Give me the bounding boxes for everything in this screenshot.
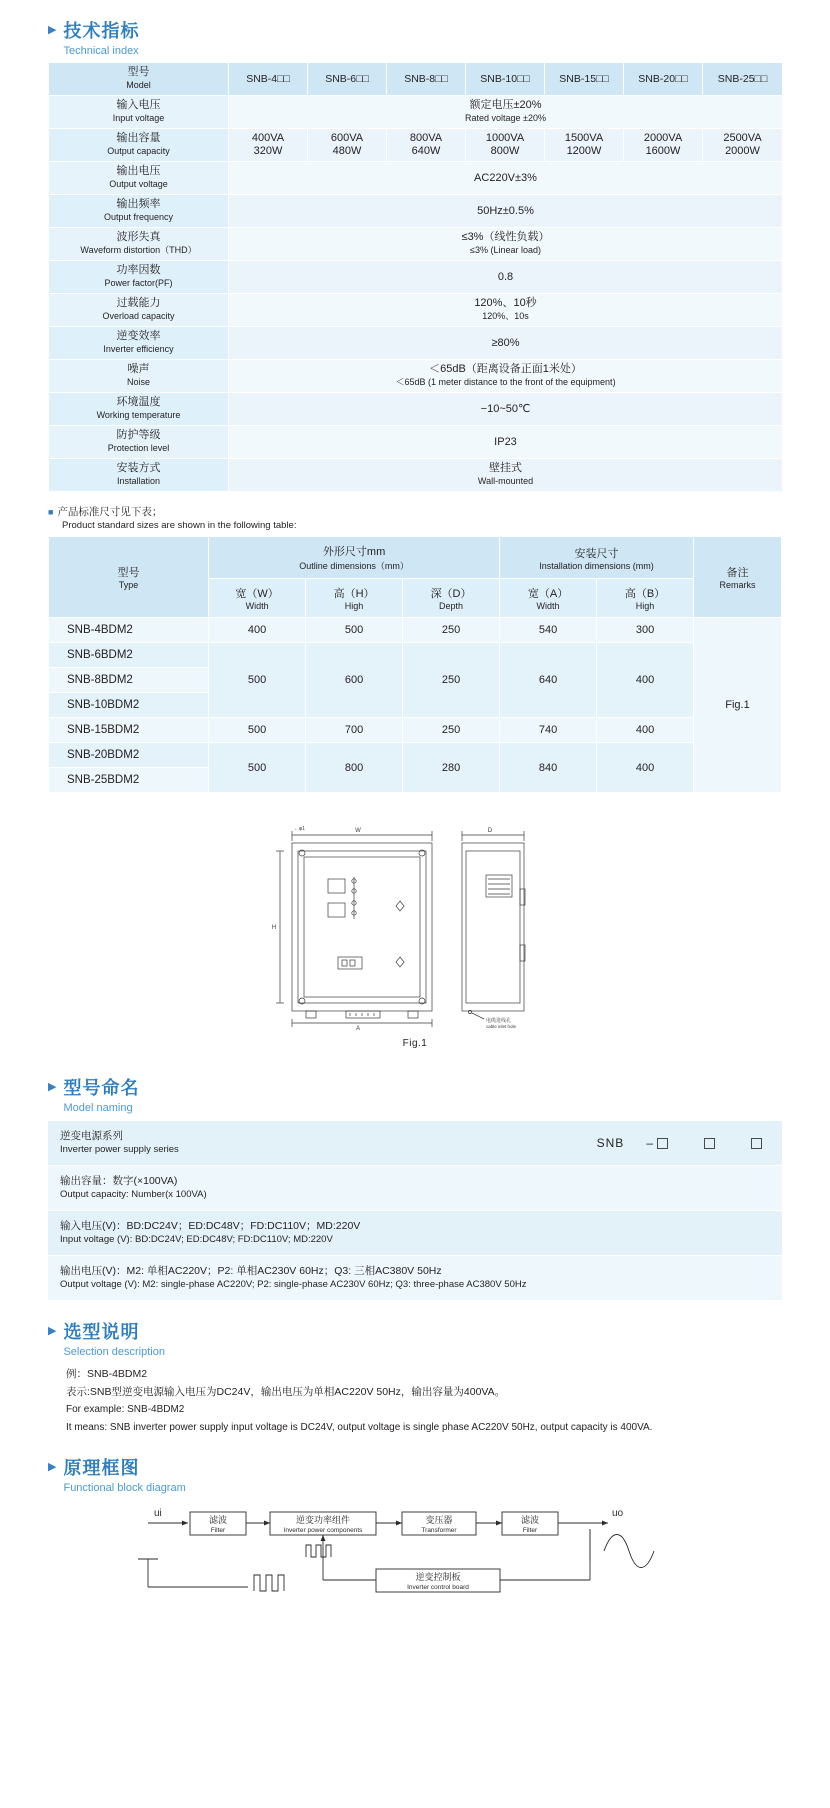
box-1-en: Filter: [210, 1527, 226, 1534]
row-value: 1000VA 800W: [466, 129, 545, 162]
header-type: 型号 Type: [49, 537, 209, 618]
table-row: [49, 743, 782, 768]
table-row: [49, 459, 783, 492]
standard-sizes-table: [48, 536, 782, 793]
naming-cn: 输出容量：数字(×100VA): [60, 1175, 178, 1187]
selection-line-1: 例：SNB-4BDM2: [66, 1368, 148, 1380]
section-title-cn: 型号命名: [63, 1078, 140, 1098]
dim-label-w: W: [355, 828, 361, 834]
section-heading-naming: [0, 1077, 830, 1115]
code-snb: SNB: [596, 1136, 625, 1150]
table-row: [49, 718, 782, 743]
header-depth-d: 深（D） Depth: [403, 579, 500, 618]
header-model-2: SNB-8□□: [387, 63, 466, 96]
header-remarks: 备注 Remarks: [694, 537, 782, 618]
row-label: 输出容量 Output capacity: [49, 129, 229, 162]
row-value: 400VA 320W: [229, 129, 308, 162]
table-row: [49, 426, 783, 459]
row-label: 逆变效率 Inverter efficiency: [49, 327, 229, 360]
row-value: AC220V±3%: [229, 162, 783, 195]
section-title-cn: 原理框图: [63, 1458, 140, 1478]
cell-b: 400: [597, 643, 694, 718]
header-width-w: 宽（W） Width: [209, 579, 306, 618]
row-label: 安装方式 Installation: [49, 459, 229, 492]
cell-b: 300: [597, 618, 694, 643]
cell-h: 500: [306, 618, 403, 643]
section-title-en: Technical index: [63, 45, 139, 57]
table-row: [49, 195, 783, 228]
box-3-en: Transformer: [421, 1527, 457, 1534]
table-row: [49, 618, 782, 643]
naming-row-capacity: [48, 1166, 782, 1211]
block-diagram: [0, 1499, 830, 1609]
cell-h: 700: [306, 718, 403, 743]
row-label: 输入电压 Input voltage: [49, 96, 229, 129]
model-naming-block: [48, 1121, 782, 1301]
selection-description-text: [66, 1365, 830, 1437]
dim-label-h: H: [271, 925, 277, 931]
row-type: SNB-20BDM2: [49, 743, 209, 768]
naming-cn: 逆变电源系列: [60, 1130, 123, 1142]
table-row-header: [49, 537, 782, 579]
row-value: ＜65dB（距离设备正面1米处） ＜65dB (1 meter distance to the front of the equipment): [229, 360, 783, 393]
dim-label-phi: ←φ1: [294, 826, 306, 832]
header-model-6: SNB-25□□: [703, 63, 783, 96]
triangle-bullet-icon: ▶: [48, 1081, 57, 1093]
naming-row-output-voltage: [48, 1256, 782, 1301]
naming-cn: 输入电压(V)：BD:DC24V；ED:DC48V；FD:DC110V；MD:220V: [60, 1220, 361, 1232]
cell-w: 500: [209, 643, 306, 718]
table-row: [49, 393, 783, 426]
row-value: ≤3%（线性负载） ≤3% (Linear load): [229, 228, 783, 261]
cell-h: 600: [306, 643, 403, 718]
row-label: 环境温度 Working temperature: [49, 393, 229, 426]
cable-inlet-label-cn: 电缆进线孔: [486, 1018, 512, 1024]
note-cn: 产品标准尺寸见下表；: [57, 506, 163, 518]
dim-label-d: D: [487, 828, 493, 834]
selection-line-2: 表示:SNB型逆变电源输入电压为DC24V，输出电压为单相AC220V 50Hz，输出容量为400VA。: [66, 1386, 506, 1398]
naming-en: Input voltage (V): BD:DC24V; ED:DC48V; FD:DC110V; MD:220V: [60, 1234, 333, 1245]
section-title-en: Functional block diagram: [63, 1482, 186, 1494]
table-row: [49, 162, 783, 195]
row-value: IP23: [229, 426, 783, 459]
square-bullet-icon: ■: [48, 507, 54, 517]
table-row: [49, 129, 783, 162]
code-dash: –: [646, 1136, 653, 1150]
table-row: [49, 643, 782, 668]
table-row-header: [49, 63, 783, 96]
cell-w: 500: [209, 743, 306, 793]
naming-row-input-voltage: [48, 1211, 782, 1256]
row-label: 输出电压 Output voltage: [49, 162, 229, 195]
code-box-3: [751, 1138, 762, 1149]
row-value: 600VA 480W: [308, 129, 387, 162]
box-4-en: Filter: [522, 1527, 538, 1534]
row-value: 2500VA 2000W: [703, 129, 783, 162]
table-row: [49, 261, 783, 294]
block-diagram-svg: [130, 1499, 700, 1609]
header-model-5: SNB-20□□: [624, 63, 703, 96]
row-value: 1500VA 1200W: [545, 129, 624, 162]
section-title-cn: 技术指标: [63, 21, 140, 41]
input-label: ui: [154, 1508, 162, 1519]
section-title-cn: 选型说明: [63, 1322, 140, 1342]
section-heading-selection: [0, 1321, 830, 1359]
naming-en: Output capacity: Number(x 100VA): [60, 1189, 207, 1200]
header-installation: 安装尺寸 Installation dimensions (mm): [500, 537, 694, 579]
triangle-bullet-icon: ▶: [48, 1461, 57, 1473]
row-type: SNB-15BDM2: [49, 718, 209, 743]
row-type: SNB-4BDM2: [49, 618, 209, 643]
header-model-cell: 型号 Model: [49, 63, 229, 96]
cell-d: 250: [403, 718, 500, 743]
row-label: 波形失真 Waveform distortion（THD）: [49, 228, 229, 261]
selection-line-3: For example: SNB-4BDM2: [66, 1404, 185, 1415]
row-label: 功率因数 Power factor(PF): [49, 261, 229, 294]
table-row: [49, 327, 783, 360]
row-label: 过载能力 Overload capacity: [49, 294, 229, 327]
row-value: 50Hz±0.5%: [229, 195, 783, 228]
section-heading-technical: [0, 20, 830, 58]
cell-b: 400: [597, 718, 694, 743]
box-3-cn: 变压器: [425, 1515, 453, 1525]
naming-cn: 输出电压(V)：M2: 单相AC220V；P2: 单相AC230V 60Hz；Q3: 三相AC380V 50Hz: [60, 1265, 442, 1277]
cell-b: 400: [597, 743, 694, 793]
cell-a: 840: [500, 743, 597, 793]
header-model-3: SNB-10□□: [466, 63, 545, 96]
naming-en: Inverter power supply series: [60, 1144, 179, 1155]
naming-row-series: [48, 1121, 782, 1166]
box-5-en: Inverter control board: [407, 1584, 469, 1591]
row-type: SNB-25BDM2: [49, 768, 209, 793]
row-value: 额定电压±20% Rated voltage ±20%: [229, 96, 783, 129]
output-label: uo: [612, 1508, 624, 1519]
section-heading-block: [0, 1457, 830, 1495]
cell-a: 540: [500, 618, 597, 643]
header-width-a: 宽（A） Width: [500, 579, 597, 618]
triangle-bullet-icon: ▶: [48, 1325, 57, 1337]
box-1-cn: 滤波: [208, 1515, 228, 1525]
cell-h: 800: [306, 743, 403, 793]
table-row: [49, 294, 783, 327]
dimension-drawing: [0, 817, 830, 1049]
row-value: 0.8: [229, 261, 783, 294]
section-title-en: Model naming: [63, 1102, 133, 1114]
box-5-cn: 逆变控制板: [415, 1572, 461, 1582]
cell-d: 280: [403, 743, 500, 793]
row-value: 2000VA 1600W: [624, 129, 703, 162]
row-type: SNB-8BDM2: [49, 668, 209, 693]
code-box-2: [704, 1138, 715, 1149]
triangle-bullet-icon: ▶: [48, 24, 57, 36]
cell-w: 400: [209, 618, 306, 643]
selection-line-4: It means: SNB inverter power supply input voltage is DC24V, output voltage is single phase AC220V 50Hz, output capacity is 400VA.: [66, 1422, 653, 1433]
cell-a: 640: [500, 643, 597, 718]
row-value: 壁挂式 Wall-mounted: [229, 459, 783, 492]
row-value: −10~50℃: [229, 393, 783, 426]
cell-a: 740: [500, 718, 597, 743]
cell-d: 250: [403, 643, 500, 718]
box-2-cn: 逆变功率组件: [295, 1515, 351, 1525]
section-title-en: Selection description: [63, 1346, 165, 1358]
row-value: 800VA 640W: [387, 129, 466, 162]
standard-sizes-note: [48, 506, 830, 532]
cable-inlet-label-en: cable inlet hole: [486, 1024, 517, 1029]
header-model-4: SNB-15□□: [545, 63, 624, 96]
header-model-0: SNB-4□□: [229, 63, 308, 96]
header-outline: 外形尺寸mm Outline dimensions（mm）: [209, 537, 500, 579]
figure-caption: Fig.1: [402, 1038, 428, 1049]
table-row: [49, 228, 783, 261]
header-model-1: SNB-6□□: [308, 63, 387, 96]
cabinet-drawing-svg: [250, 817, 580, 1032]
row-label: 防护等级 Protection level: [49, 426, 229, 459]
row-value: ≥80%: [229, 327, 783, 360]
cell-w: 500: [209, 718, 306, 743]
table-row: [49, 96, 783, 129]
header-height-h: 高（H） High: [306, 579, 403, 618]
cell-d: 250: [403, 618, 500, 643]
header-height-b: 高（B） High: [597, 579, 694, 618]
row-type: SNB-6BDM2: [49, 643, 209, 668]
technical-index-table: [48, 62, 783, 492]
box-4-cn: 滤波: [520, 1515, 540, 1525]
table-row: [49, 360, 783, 393]
row-label: 输出频率 Output frequency: [49, 195, 229, 228]
code-box-1: [657, 1138, 668, 1149]
note-en: Product standard sizes are shown in the following table:: [62, 520, 297, 531]
naming-en: Output voltage (V): M2: single-phase AC220V; P2: single-phase AC230V 60Hz; Q3: three-phase AC380V 50Hz: [60, 1279, 527, 1290]
box-2-en: Inverter power components: [283, 1527, 363, 1534]
row-label: 噪声 Noise: [49, 360, 229, 393]
row-type: SNB-10BDM2: [49, 693, 209, 718]
row-value: 120%、10秒 120%、10s: [229, 294, 783, 327]
dim-label-a: A: [355, 1026, 361, 1032]
cell-remarks: Fig.1: [694, 618, 782, 793]
naming-code-row: [597, 1136, 770, 1150]
